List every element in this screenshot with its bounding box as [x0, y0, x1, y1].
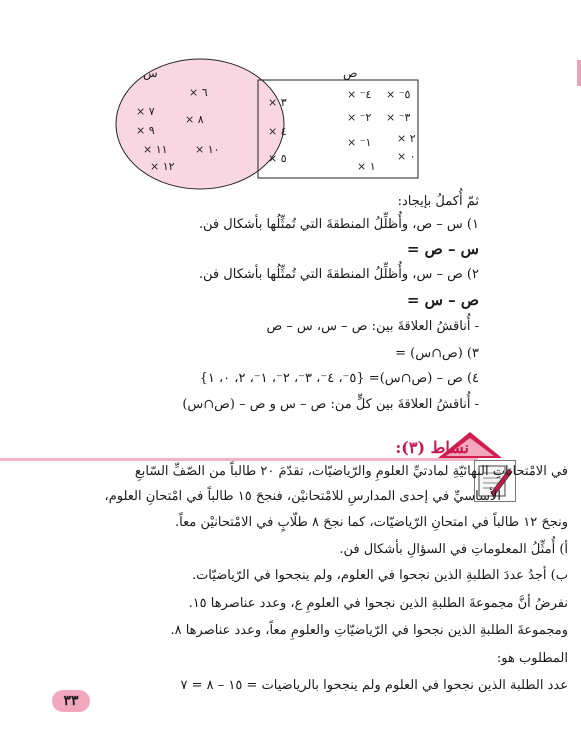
- set-p-label: ص: [343, 66, 358, 80]
- element: ١١ ×: [143, 143, 168, 156]
- element: ٧ ×: [136, 105, 155, 118]
- question-2: ٢) ص – س، وأُظلِّلُ المنطقةَ التي تُمثِّلُها بأشكال فن.: [198, 267, 479, 282]
- activity-answer: عدد الطلبة الذين نجحوا في العلوم ولم ينجحوا بالرياضيات = ١٥ – ٨ = ٧: [180, 678, 568, 693]
- element: ٣ ×: [268, 96, 287, 109]
- element: ١٠ ×: [195, 143, 220, 156]
- activity-title: نشاط (٣):: [395, 438, 469, 457]
- question-1-expression: س – ص =: [406, 240, 479, 258]
- element: ١ ×: [357, 160, 376, 173]
- page-number: ٣٣: [52, 690, 90, 712]
- element: ٢ ×: [397, 132, 416, 145]
- activity-required: المطلوب هو:: [496, 651, 568, 666]
- activity-assumption: نفرضُ أنَّ مجموعةَ الطلبةِ الذين نجحوا في العلومِ ع، وعدد عناصرها ١٥.: [188, 596, 568, 611]
- intro-text: ثمّ أُكملُ بإيجاد:: [397, 194, 479, 209]
- element: ٠ ×: [397, 150, 416, 163]
- element: ٤ ×: [268, 125, 287, 138]
- element: ٢⁻ ×: [347, 111, 372, 124]
- activity-paragraph-line-3: ونجحَ ١٢ طالباً في امتحانِ الرّياضيّات، كما نجحَ ٨ طلّابٍ في الامْتحانيْن معاً.: [175, 515, 568, 530]
- element: ٩ ×: [136, 124, 155, 137]
- question-3: ٣) (ص∩س) =: [395, 346, 479, 361]
- venn-diagram: [0, 0, 581, 200]
- set-s-label: س: [143, 66, 158, 80]
- element: ٣⁻ ×: [386, 111, 411, 124]
- activity-part-b: ب) أجدُ عددَ الطلبةِ الذين نجحوا في العلوم، ولم ينجحوا في الرّياضيّات.: [191, 568, 568, 583]
- activity-set-description: ومجموعةَ الطلبةِ الذين نجحوا في الرّياضيّاتِ والعلومِ معاً، وعدد عناصرها ٨.: [170, 623, 568, 638]
- discussion-1: - أُناقشُ العلاقةَ بين: ص – س، س – ص: [266, 319, 479, 334]
- element: ٥ ×: [268, 152, 287, 165]
- margin-marker: [577, 60, 581, 86]
- discussion-2: - أُناقشُ العلاقةَ بين كلٍّ من: ص – س و ص – (ص∩س): [182, 397, 479, 412]
- question-2-expression: ص – س =: [406, 291, 479, 309]
- question-4: ٤) ص – (ص∩س)= {٥⁻، ٤⁻، ٣⁻، ٢⁻، ١⁻، ٢، ٠، ١}: [199, 371, 479, 386]
- question-1: ١) س – ص، وأُظلِّلُ المنطقةَ التي تُمثِّلُها بأشكال فن.: [198, 217, 479, 232]
- element: ٨ ×: [185, 113, 204, 126]
- element: ٤⁻ ×: [347, 88, 372, 101]
- activity-divider: [0, 458, 478, 461]
- activity-paragraph-line-1: في الامْتحاناتِ النهائيّةِ لمادتيِّ العلومِ والرّياضيّات، تقدّمَ ٢٠ طالباً من الصّفِّ السّابعِ: [134, 464, 568, 479]
- element: ٥⁻ ×: [386, 88, 411, 101]
- element: ١٢ ×: [150, 160, 175, 173]
- activity-paragraph-line-2: الأساسيِّ في إحدى المدارسِ للامْتحانيْن، فنجحَ ١٥ طالباً في امْتحانِ العلوم،: [104, 489, 501, 504]
- element: ٦ ×: [189, 86, 208, 99]
- activity-part-a: أ) أُمثِّلُ المعلوماتِ في السؤالِ بأشكال فن.: [339, 542, 568, 557]
- element: ١⁻ ×: [347, 136, 372, 149]
